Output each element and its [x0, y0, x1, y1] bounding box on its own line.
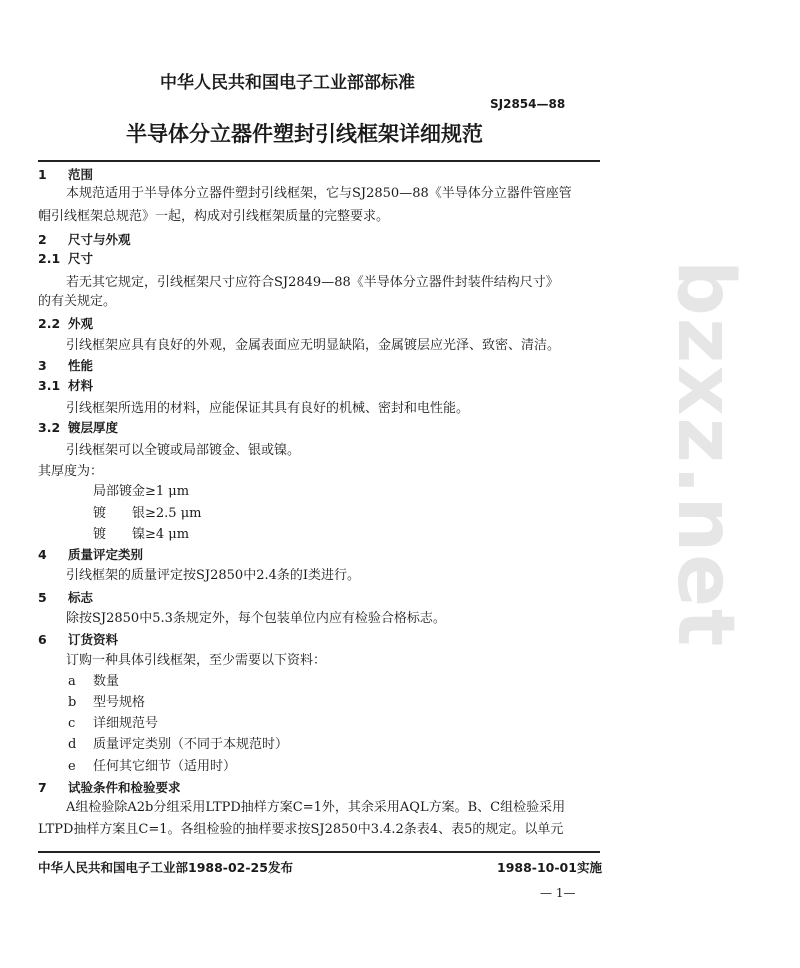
section-1-number: 1: [38, 167, 47, 182]
section-1-title: 范围: [68, 167, 94, 182]
paragraph: 引线框架的质量评定按SJ2850中2.4条的Ⅰ类进行。: [66, 568, 361, 583]
section-4-title: 质量评定类别: [68, 547, 144, 562]
section-3-2-title: 镀层厚度: [68, 420, 119, 435]
section-3-1-number: 3.1: [38, 378, 61, 393]
thickness-item: 局部镀金≥1 μm: [93, 484, 190, 499]
section-6-number: 6: [38, 632, 47, 647]
list-item-letter: b: [68, 695, 77, 710]
section-2-1-title: 尺寸: [68, 251, 94, 266]
section-2-number: 2: [38, 232, 47, 247]
issuer-heading: 中华人民共和国电子工业部部标准: [160, 73, 415, 93]
paragraph: 其厚度为：: [38, 464, 104, 479]
section-3-2-number: 3.2: [38, 420, 61, 435]
list-item-letter: d: [68, 737, 77, 752]
list-item: 任何其它细节（适用时）: [93, 759, 237, 774]
section-2-1-number: 2.1: [38, 251, 61, 266]
list-item: 质量评定类别（不同于本规范时）: [93, 737, 289, 752]
list-item-letter: c: [68, 716, 76, 731]
list-item: 型号规格: [93, 695, 146, 710]
section-6-title: 订货资料: [68, 632, 119, 647]
section-2-2-title: 外观: [68, 316, 94, 331]
paragraph: 引线框架应具有良好的外观，金属表面应无明显缺陷，金属镀层应光泽、致密、清洁。: [66, 338, 561, 353]
paragraph: 引线框架所选用的材料，应能保证其具有良好的机械、密封和电性能。: [66, 401, 470, 416]
section-3-number: 3: [38, 358, 47, 373]
list-item-letter: e: [68, 759, 76, 774]
paragraph: 的有关规定。: [38, 294, 117, 309]
issue-date: 中华人民共和国电子工业部1988-02-25发布: [38, 860, 293, 875]
paragraph: 若无其它规定，引线框架尺寸应符合SJ2849—88《半导体分立器件封装件结构尺寸》: [66, 275, 559, 290]
section-4-number: 4: [38, 547, 47, 562]
paragraph: 帽引线框架总规范》一起，构成对引线框架质量的完整要求。: [38, 209, 390, 224]
section-5-number: 5: [38, 590, 47, 605]
paragraph: LTPD抽样方案且C=1。各组检验的抽样要求按SJ2850中3.4.2条表4、表5的规定。以单元: [38, 822, 564, 837]
paragraph: 订购一种具体引线框架，至少需要以下资料：: [66, 653, 327, 668]
list-item: 数量: [93, 674, 120, 689]
list-item: 详细规范号: [93, 716, 159, 731]
standard-code: SJ2854—88: [490, 97, 566, 111]
paragraph: 引线框架可以全镀或局部镀金、银或镍。: [66, 443, 301, 458]
document-title: 半导体分立器件塑封引线框架详细规范: [126, 122, 483, 146]
section-2-title: 尺寸与外观: [68, 232, 131, 247]
footer-rule: [38, 851, 600, 853]
paragraph: 本规范适用于半导体分立器件塑封引线框架，它与SJ2850—88《半导体分立器件管座管: [66, 186, 572, 201]
paragraph: A组检验除A2b分组采用LTPD抽样方案C=1外，其余采用AQL方案。B、C组检验采用: [66, 800, 566, 815]
section-2-2-number: 2.2: [38, 316, 61, 331]
paragraph: 除按SJ2850中5.3条规定外，每个包装单位内应有检验合格标志。: [66, 611, 446, 626]
section-7-title: 试验条件和检验要求: [68, 780, 181, 795]
list-item-letter: a: [68, 674, 76, 689]
section-7-number: 7: [38, 780, 47, 795]
effective-date: 1988-10-01实施: [497, 860, 602, 875]
page-number: — 1—: [540, 886, 576, 900]
thickness-item: 镀 银≥2.5 μm: [93, 506, 202, 521]
section-3-1-title: 材料: [68, 378, 94, 393]
watermark: bzxz.net: [660, 260, 750, 649]
thickness-item: 镀 镍≥4 μm: [93, 527, 190, 542]
section-5-title: 标志: [68, 590, 94, 605]
section-3-title: 性能: [68, 358, 94, 373]
header-rule: [38, 160, 600, 162]
